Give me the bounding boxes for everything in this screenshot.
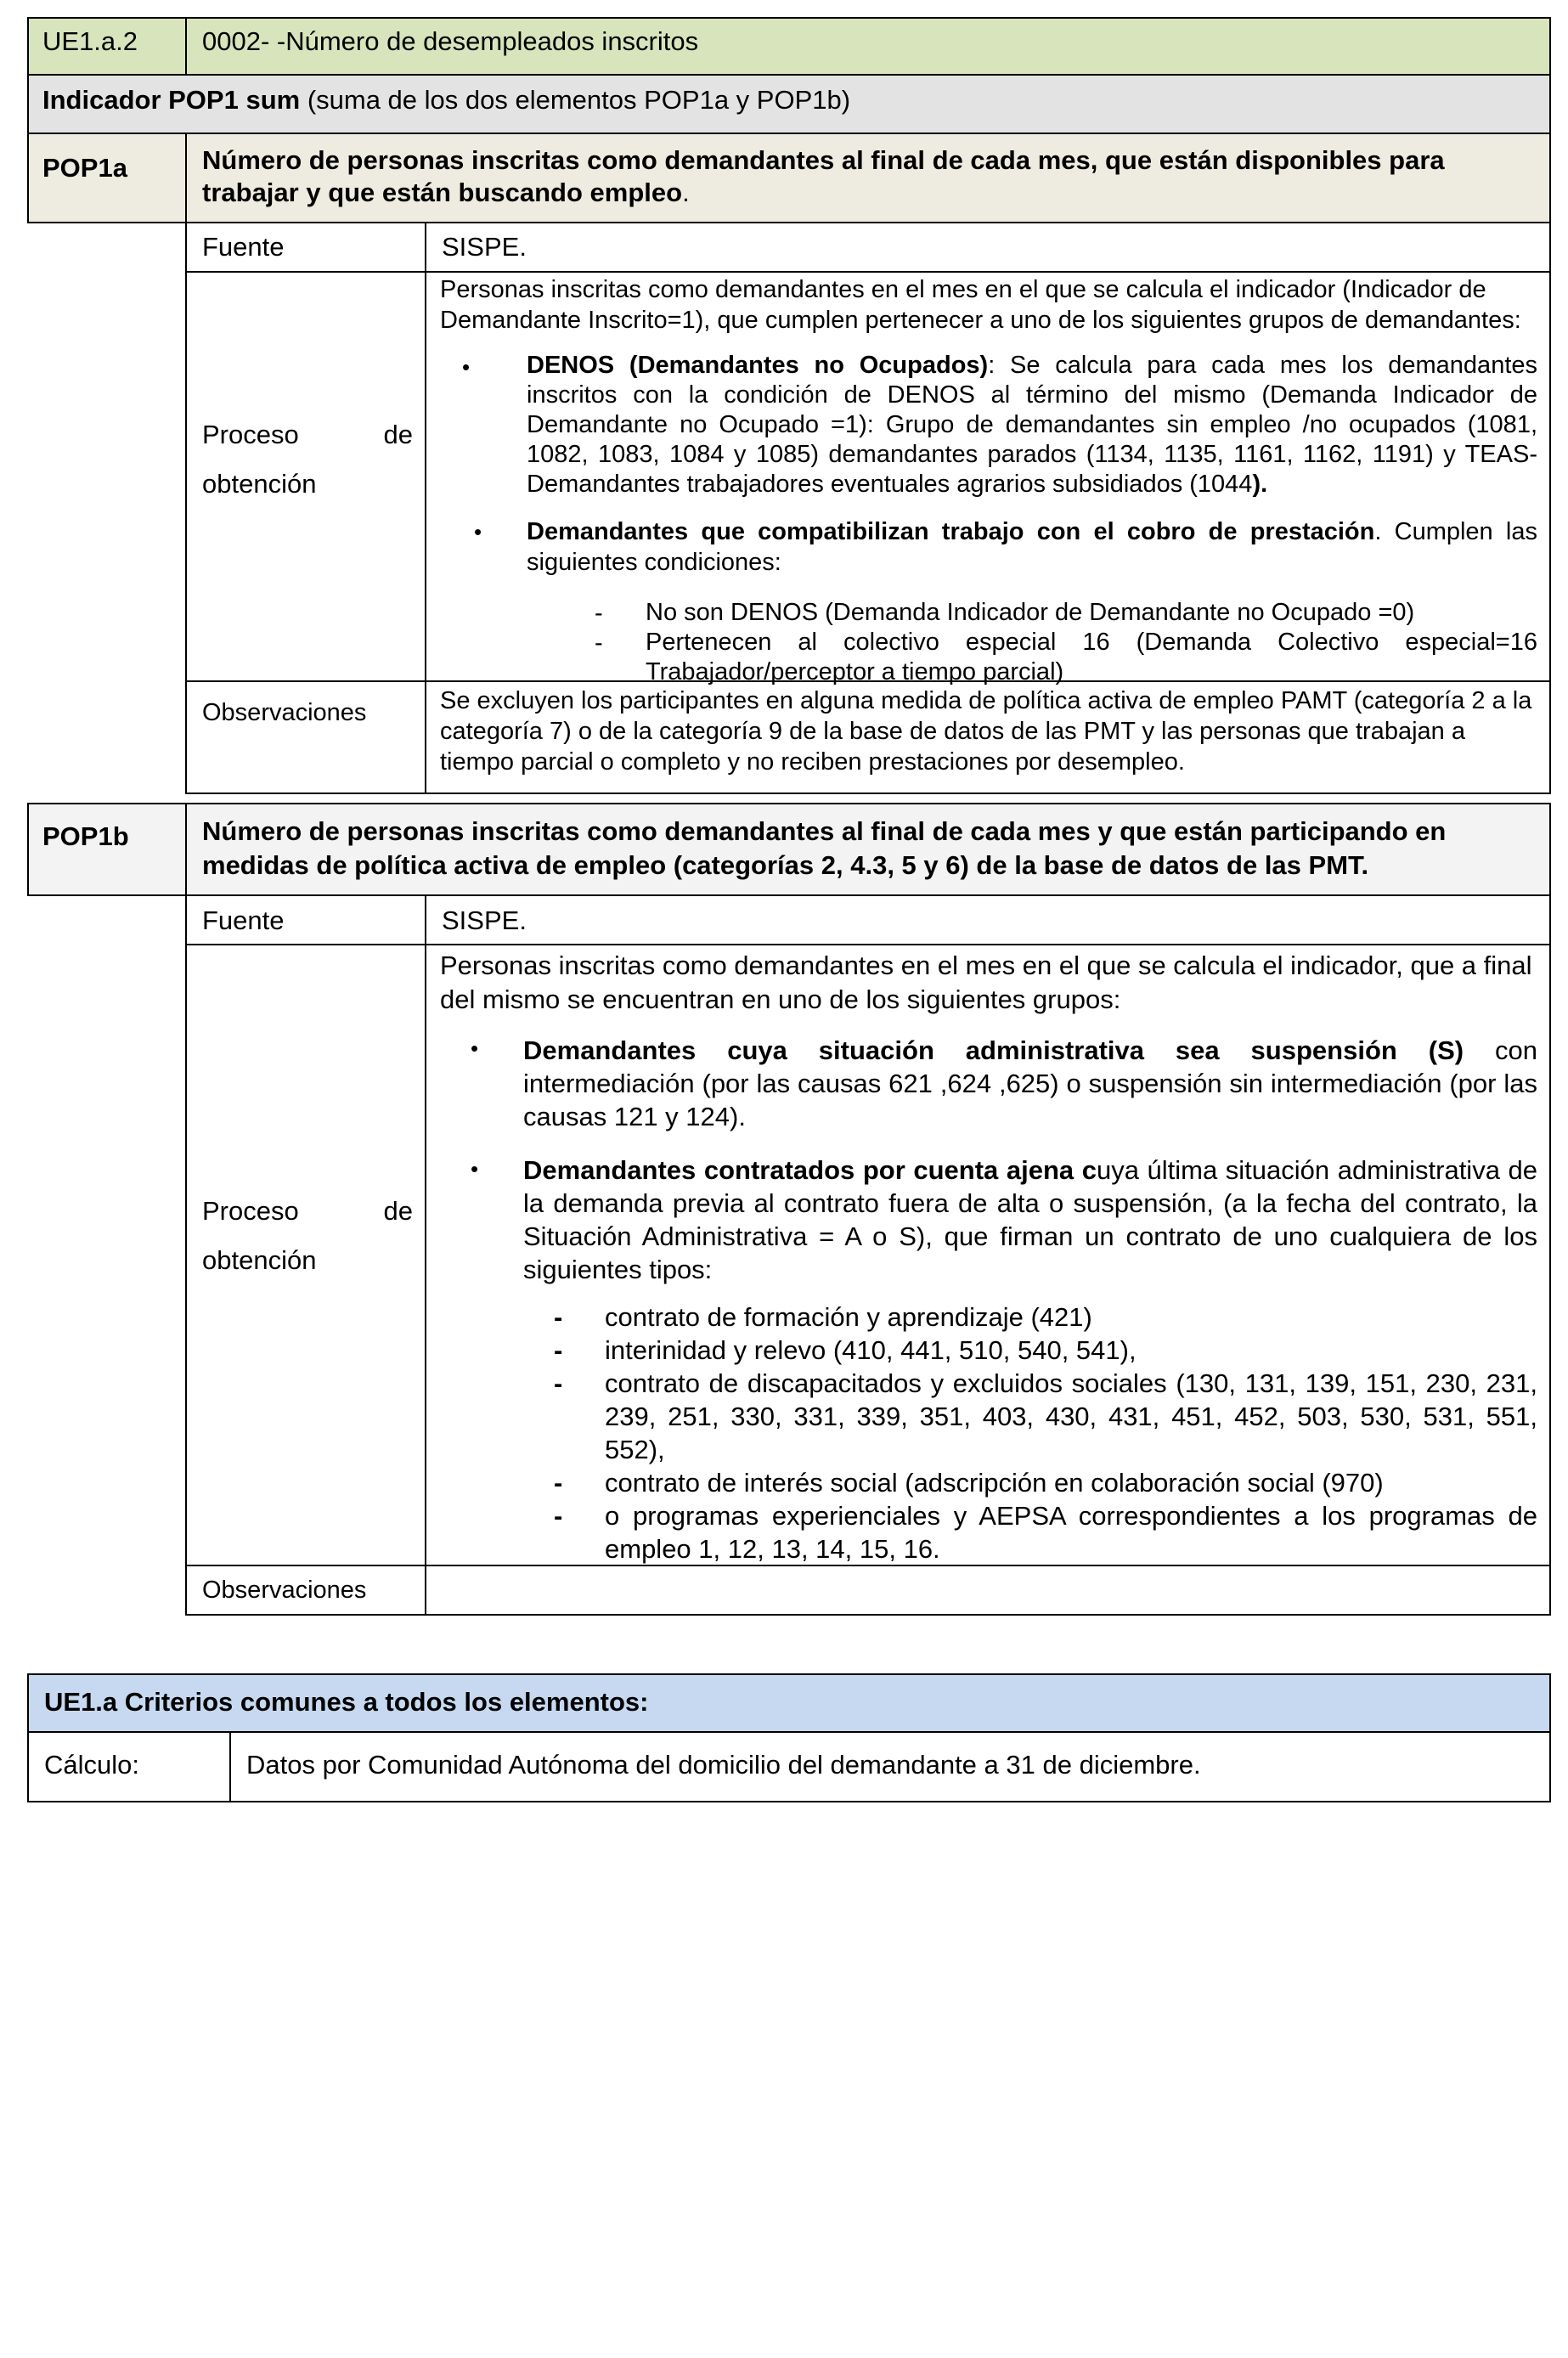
- pop1a-title-cell: Número de personas inscritas como demandantes al final de cada mes, que están disponibles para trabajar y que están buscando empleo.: [185, 133, 1551, 223]
- pop1a-fuente-label-cell: [185, 222, 426, 273]
- pop1a-fuente-label: Fuente: [202, 232, 285, 262]
- dash-icon: -: [554, 1501, 563, 1531]
- obtencion-word: obtención: [202, 469, 317, 499]
- indicator-label: Indicador POP1 sum: [42, 85, 301, 115]
- proceso-word: Proceso: [202, 420, 299, 449]
- list-item: o programas experienciales y AEPSA correspondientes a los programas de empleo 1, 12, 13, 14, 15, 16.: [605, 1501, 1537, 1564]
- calc-label-cell: [27, 1731, 231, 1802]
- pop1a-obs-label: Observaciones: [202, 699, 367, 726]
- list-item: interinidad y relevo (410, 441, 510, 540, 541),: [605, 1335, 1137, 1365]
- pop1a-obs-value: Se excluyen los participantes en alguna medida de política activa de empleo PAMT (categoría 2 a la categoría 7) o de la categoría 9 de la base de datos de las PMT y las personas que trabajan a tiempo parcial o completo y no reciben prestaciones por desempleo.: [440, 687, 1532, 776]
- pop1b-proceso-intro: Personas inscritas como demandantes en el mes en el que se calcula el indicador, que a final del mismo se encuentran en uno de los siguientes grupos:: [440, 951, 1532, 1014]
- pop1a-bullet-denos: DENOS (Demandantes no Ocupados): Se calcula para cada mes los demandantes inscritos con la condición de DENOS al término del mismo (Demanda Indicador de Demandante no Ocupado =1): Grupo de demandantes sin empleo /no ocupados (1081, 1082, 1083, 1084 y 1085) demandantes parados (1134, 1135, 1161, 1162, 1191) y TEAS-Demandantes trabajadores eventuales agrarios subsidiados (1044).: [527, 352, 1538, 498]
- pop1a-sub-item-2: Pertenecen al colectivo especial 16 (Demanda Colectivo especial=16 Trabajador/perceptor a tiempo parcial): [646, 629, 1537, 685]
- pop1a-title: Número de personas inscritas como demandantes al final de cada mes, que están disponibles para trabajar y que están buscando empleo: [202, 145, 1445, 207]
- pop1b-fuente-value-cell: [425, 894, 1551, 945]
- pop1b-obs-label-cell: [185, 1565, 426, 1616]
- pop1b-proceso-label-cell: Proceso de obtención: [185, 944, 426, 1566]
- dash-icon: -: [554, 1302, 563, 1332]
- pop1a-code-cell: [27, 133, 187, 223]
- obtencion-word: obtención: [202, 1245, 317, 1275]
- indicator-code: UE1.a.2: [42, 26, 138, 56]
- list-item: contrato de interés social (adscripción en colaboración social (970): [605, 1468, 1384, 1498]
- dash-icon: -: [595, 629, 603, 657]
- calc-value: Datos por Comunidad Autónoma del domicilio del demandante a 31 de diciembre.: [246, 1750, 1201, 1780]
- indicator-description: (suma de los dos elementos POP1a y POP1b): [300, 85, 851, 115]
- pop1b-proceso-value-cell: [425, 944, 1551, 1566]
- proceso-word: Proceso: [202, 1196, 299, 1226]
- pop1b-obs-label: Observaciones: [202, 1577, 367, 1604]
- dash-icon: -: [554, 1468, 563, 1498]
- calc-label: Cálculo:: [44, 1750, 139, 1780]
- pop1a-obs-label-cell: [185, 680, 426, 794]
- list-item: contrato de formación y aprendizaje (421): [605, 1302, 1092, 1332]
- pop1b-obs-value-cell: [425, 1565, 1551, 1616]
- pop1a-obs-value-cell: [425, 680, 1551, 794]
- pop1a-code: POP1a: [42, 153, 127, 183]
- pop1b-fuente-label: Fuente: [202, 905, 285, 935]
- bullet-icon: •: [471, 1156, 479, 1182]
- pop1a-bullet-compatibilizan: Demandantes que compatibilizan trabajo con el cobro de prestación. Cumplen las siguientes condiciones:: [527, 518, 1537, 576]
- pop1b-bullet-suspension: Demandantes cuya situación administrativa sea suspensión (S) con intermediación (por las causas 621 ,624 ,625) o suspensión sin intermediación (por las causas 121 y 124).: [523, 1035, 1537, 1131]
- code-cell: [27, 17, 187, 76]
- dash-icon: -: [595, 600, 603, 627]
- dash-icon: -: [554, 1335, 563, 1365]
- pop1a-proceso-value-cell: [425, 271, 1551, 685]
- dash-icon: -: [554, 1368, 563, 1398]
- indicator-row: [27, 74, 1551, 134]
- pop1a-proceso-intro: Personas inscritas como demandantes en el mes en el que se calcula el indicador (Indicador de Demandante Inscrito=1), que cumplen pertenecer a uno de los siguientes grupos de demandantes:: [440, 276, 1521, 334]
- list-item: contrato de discapacitados y excluidos sociales (130, 131, 139, 151, 230, 231, 239, 251, 330, 331, 339, 351, 403, 430, 431, 451, 452, 503, 530, 531, 551, 552),: [605, 1368, 1537, 1464]
- pop1a-sub-item-1: No son DENOS (Demanda Indicador de Demandante no Ocupado =0): [646, 599, 1415, 626]
- pop1b-title-cell: [185, 803, 1551, 896]
- common-criteria-title: UE1.a Criterios comunes a todos los elementos:: [44, 1687, 649, 1717]
- pop1b-code: POP1b: [42, 821, 129, 851]
- bullet-icon: •: [462, 354, 471, 380]
- pop1b-fuente-label-cell: [185, 894, 426, 945]
- title-cell: [185, 17, 1551, 76]
- bullet-icon: •: [471, 1035, 479, 1061]
- indicator-title: 0002- -Número de desempleados inscritos: [202, 26, 699, 56]
- pop1b-title: Número de personas inscritas como demandantes al final de cada mes y que están participando en medidas de política activa de empleo (categorías 2, 4.3, 5 y 6) de la base de datos de las PMT.: [202, 816, 1447, 880]
- pop1a-fuente-value-cell: [425, 222, 1551, 273]
- pop1b-bullet-contratados: Demandantes contratados por cuenta ajena cuya última situación administrativa de la demanda previa al contrato fuera de alta o suspensión, (a la fecha del contrato, la Situación Administrativa = A o S), que firman un contrato de uno cualquiera de los siguientes tipos:: [523, 1155, 1537, 1284]
- bullet-icon: •: [474, 519, 482, 544]
- pop1a-proceso-label-cell: Proceso de obtención: [185, 271, 426, 682]
- common-criteria-header: [27, 1673, 1551, 1733]
- pop1b-code-cell: [27, 803, 187, 896]
- pop1a-fuente-value: SISPE.: [442, 232, 527, 262]
- calc-value-cell: [229, 1731, 1551, 1802]
- pop1b-fuente-value: SISPE.: [442, 905, 527, 935]
